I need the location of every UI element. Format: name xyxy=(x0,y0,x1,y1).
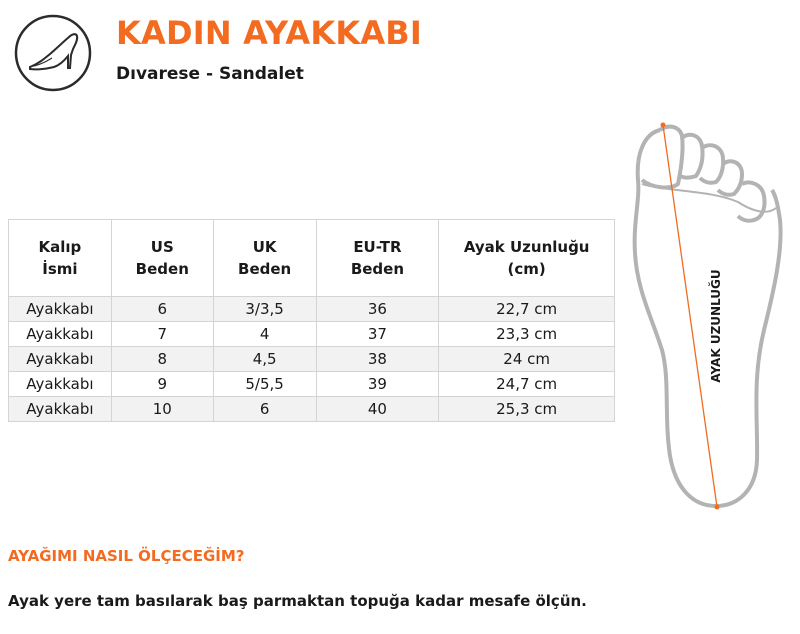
table-cell: 38 xyxy=(316,347,439,372)
table-row xyxy=(9,397,615,422)
howto-instruction: Ayak yere tam basılarak baş parmaktan topuğa kadar mesafe ölçün. xyxy=(8,592,587,610)
table-cell: Ayakkabı xyxy=(9,322,112,347)
header-eu-tr-beden: EU-TR Beden xyxy=(316,220,439,297)
table-cell: 3/3,5 xyxy=(213,297,316,322)
table-cell: Ayakkabı xyxy=(9,297,112,322)
table-cell: 5/5,5 xyxy=(213,372,316,397)
table-row xyxy=(9,322,615,347)
table-cell: 7 xyxy=(111,322,213,347)
table-row xyxy=(9,347,615,372)
table-cell: 37 xyxy=(316,322,439,347)
howto-heading: AYAĞIMI NASIL ÖLÇECEĞİM? xyxy=(8,547,245,565)
table-cell: 39 xyxy=(316,372,439,397)
table-cell: 25,3 cm xyxy=(439,397,615,422)
table-cell: 24 cm xyxy=(439,347,615,372)
foot-length-label: AYAK UZUNLUĞU xyxy=(709,269,723,383)
table-cell: 9 xyxy=(111,372,213,397)
page-subtitle: Dıvarese - Sandalet xyxy=(116,64,304,84)
table-cell: Ayakkabı xyxy=(9,347,112,372)
table-row xyxy=(9,372,615,397)
header-kalip-ismi: Kalıp İsmi xyxy=(9,220,112,297)
table-cell: 36 xyxy=(316,297,439,322)
high-heel-shoe-icon xyxy=(14,14,92,92)
table-row xyxy=(9,297,615,322)
table-cell: 23,3 cm xyxy=(439,322,615,347)
page-title: KADIN AYAKKABI xyxy=(116,14,422,52)
table-header-row xyxy=(9,220,615,297)
table-cell: 6 xyxy=(111,297,213,322)
header-uk-beden: UK Beden xyxy=(213,220,316,297)
table-cell: 4 xyxy=(213,322,316,347)
table-cell: 40 xyxy=(316,397,439,422)
header-ayak-uzunlugu: Ayak Uzunluğu (cm) xyxy=(439,220,615,297)
table-cell: 10 xyxy=(111,397,213,422)
table-cell: 24,7 cm xyxy=(439,372,615,397)
table-cell: 22,7 cm xyxy=(439,297,615,322)
table-cell: Ayakkabı xyxy=(9,397,112,422)
table-cell: 8 xyxy=(111,347,213,372)
table-cell: 6 xyxy=(213,397,316,422)
table-cell: 4,5 xyxy=(213,347,316,372)
size-chart-table xyxy=(8,219,615,422)
header-us-beden: US Beden xyxy=(111,220,213,297)
table-cell: Ayakkabı xyxy=(9,372,112,397)
